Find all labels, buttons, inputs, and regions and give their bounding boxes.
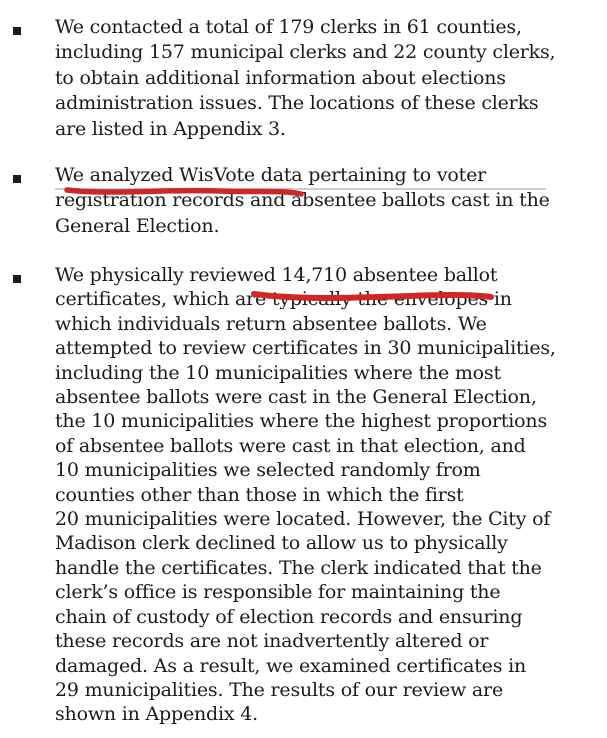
text-line: these records are not inadvertently altered or (55, 630, 489, 653)
text-line: absentee ballots were cast in the General Election, (55, 386, 537, 409)
text-line: registration records and absentee ballots cast in the (55, 189, 550, 212)
text-line: 29 municipalities. The results of our review are (55, 678, 503, 701)
text-line: are listed in Appendix 3. (55, 117, 286, 140)
bullet-square-icon (13, 175, 21, 183)
bullet-text-wisvote-data (55, 163, 550, 239)
text-line: General Election. (55, 214, 220, 237)
text-line: We contacted a total of 179 clerks in 61 counties, (55, 16, 522, 38)
text-line: shown in Appendix 4. (55, 703, 258, 726)
text-line: certificates, which are typically the envelopes in (55, 288, 512, 311)
text-line: 10 municipalities we selected randomly from (55, 459, 481, 482)
text-line: clerk’s office is responsible for maintaining the (55, 581, 501, 604)
text-line: We analyzed WisVote data pertaining to voter (55, 164, 487, 186)
text-line: administration issues. The locations of these clerks (55, 92, 539, 115)
text-line: attempted to review certificates in 30 municipalities, (55, 337, 556, 360)
bullet-item-clerks-contacted (13, 15, 555, 142)
text-line: damaged. As a result, we examined certificates in (55, 654, 527, 677)
text-line: counties other than those in which the first (55, 483, 464, 506)
text-line: handle the certificates. The clerk indicated that the (55, 556, 542, 579)
text-line: We physically reviewed 14,710 absentee ballot (55, 264, 498, 286)
text-line: 20 municipalities were located. However, the City of (55, 508, 551, 531)
bullet-square-icon (13, 27, 21, 35)
bullet-text-clerks-contacted (55, 15, 555, 142)
text-line: chain of custody of election records and ensuring (55, 605, 523, 628)
bullet-text-absentee-certificates (55, 263, 556, 727)
text-line: Madison clerk declined to allow us to physically (55, 532, 508, 555)
text-line: including the 10 municipalities where the most (55, 361, 501, 384)
text-line: to obtain additional information about elections (55, 66, 506, 89)
text-line: of absentee ballots were cast in that election, and (55, 434, 526, 457)
text-line: which individuals return absentee ballots. We (55, 312, 487, 335)
bullet-item-absentee-certificates (13, 263, 556, 727)
text-line: the 10 municipalities where the highest proportions (55, 410, 548, 433)
bullet-square-icon (13, 275, 21, 283)
bullet-item-wisvote-data (13, 163, 550, 239)
text-line: including 157 municipal clerks and 22 county clerks, (55, 41, 556, 64)
